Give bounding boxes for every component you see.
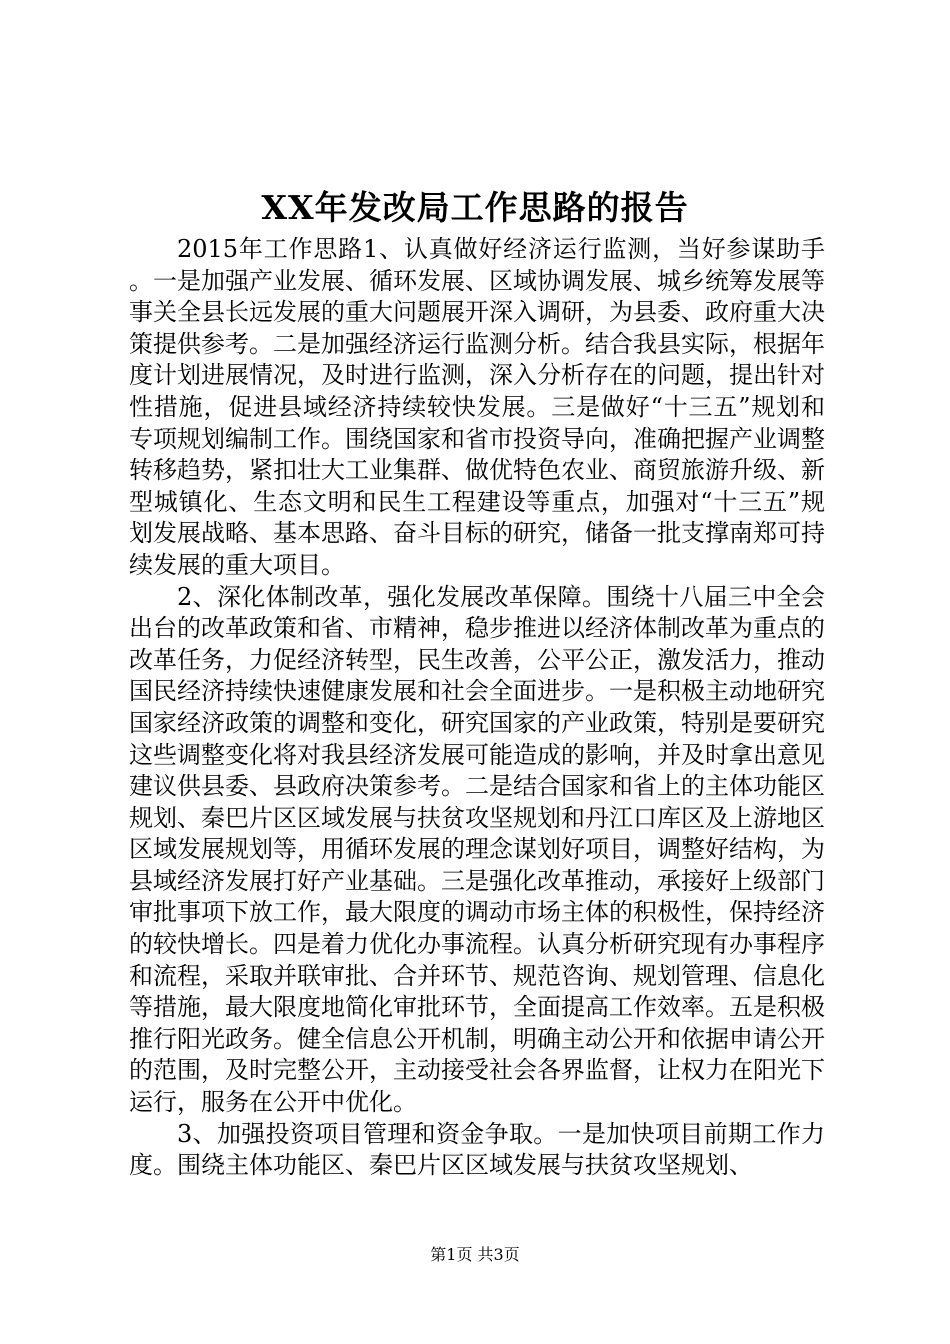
page-footer: 第1页 共3页	[430, 1245, 520, 1264]
paragraph-3: 3、加强投资项目管理和资金争取。一是加快项目前期工作力度。围绕主体功能区、秦巴片区区域发展与扶贫攻坚规划、	[129, 1119, 825, 1180]
document-body	[129, 234, 825, 1182]
paragraph-1: 2015年工作思路1、认真做好经济运行监测，当好参谋助手。一是加强产业发展、循环发展、区域协调发展、城乡统筹发展等事关全县长远发展的重大问题展开深入调研，为县委、政府重大决策提供参考。二是加强经济运行监测分析。结合我县实际，根据年度计划进展情况，及时进行监测，深入分析存在的问题，提出针对性措施，促进县域经济持续较快发展。三是做好“十三五”规划和专项规划编制工作。围绕国家和省市投资导向，准确把握产业调整转移趋势，紧扣壮大工业集群、做优特色农业、商贸旅游升级、新型城镇化、生态文明和民生工程建设等重点，加强对“十三五”规划发展战略、基本思路、奋斗目标的研究，储备一批支撑南郑可持续发展的重大项目。	[129, 235, 825, 579]
document-title: XX年发改局工作思路的报告	[261, 188, 689, 227]
paragraph-2: 2、深化体制改革，强化发展改革保障。围绕十八届三中全会出台的改革政策和省、市精神，稳步推进以经济体制改革为重点的改革任务，力促经济转型，民生改善，公平公正，激发活力，推动国民经济持续快速健康发展和社会全面进步。一是积极主动地研究国家经济政策的调整和变化，研究国家的产业政策，特别是要研究这些调整变化将对我县经济发展可能造成的影响，并及时拿出意见建议供县委、县政府决策参考。二是结合国家和省上的主体功能区规划、秦巴片区区域发展与扶贫攻坚规划和丹江口库区及上游地区区域发展规划等，用循环发展的理念谋划好项目，调整好结构，为县域经济发展打好产业基础。三是强化改革推动，承接好上级部门审批事项下放工作，最大限度的调动市场主体的积极性，保持经济的较快增长。四是着力优化办事流程。认真分析研究现有办事程序和流程，采取并联审批、合并环节、规范咨询、规划管理、信息化等措施，最大限度地简化审批环节，全面提高工作效率。五是积极推行阳光政务。健全信息公开机制，明确主动公开和依据申请公开的范围，及时完整公开，主动接受社会各界监督，让权力在阳光下运行，服务在公开中优化。	[129, 582, 825, 1117]
